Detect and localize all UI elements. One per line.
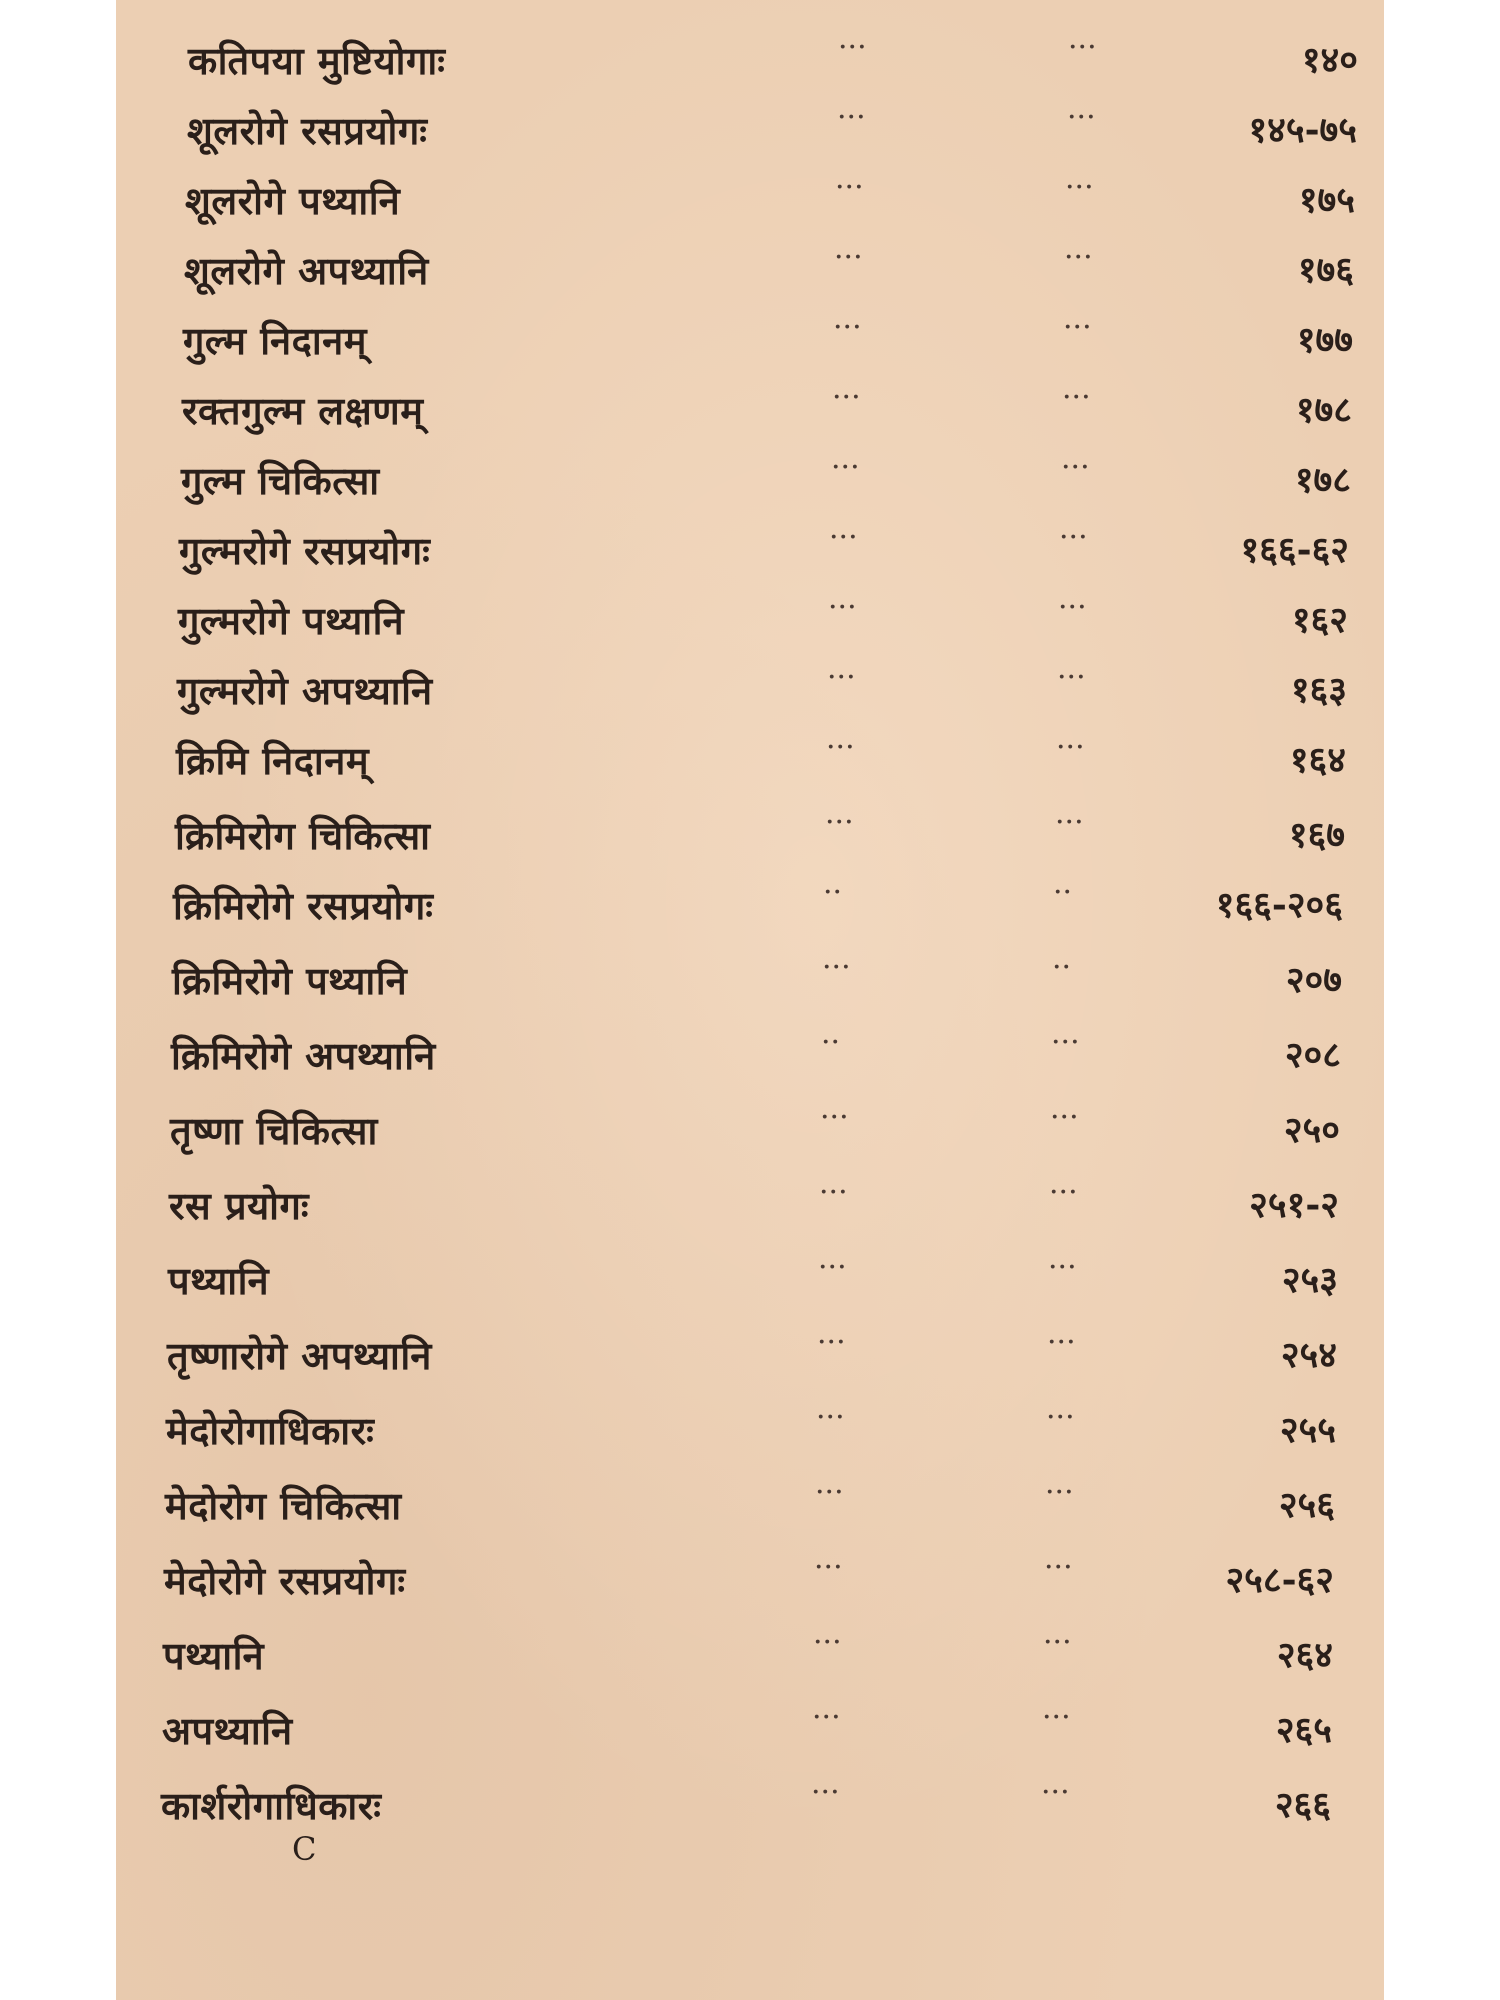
leader-dots: ···: [825, 805, 854, 840]
entry-label: शूलरोगे पथ्यानि: [185, 178, 401, 223]
leader-dots: ···: [1059, 520, 1088, 555]
leader-dots: ···: [811, 1775, 840, 1810]
leader-dots: ···: [812, 1700, 841, 1735]
toc-entry: [187, 100, 1357, 156]
leader-dots: ···: [833, 310, 862, 345]
entry-label: अपथ्यानि: [162, 1708, 293, 1753]
leader-dots: ··: [1053, 875, 1073, 910]
document-page: [116, 0, 1384, 2000]
entry-label: क्रिमिरोग चिकित्सा: [175, 813, 431, 858]
leader-dots: ···: [819, 1175, 848, 1210]
leader-dots: ···: [1049, 1175, 1078, 1210]
leader-dots: ···: [829, 520, 858, 555]
leader-dots: ···: [822, 950, 851, 985]
entry-label: गुल्म चिकित्सा: [181, 458, 380, 503]
toc-entry: [188, 30, 1358, 86]
page-number: १६६-६२: [1240, 529, 1349, 571]
leader-dots: ···: [816, 1400, 845, 1435]
leader-dots: ···: [1067, 100, 1096, 135]
toc-entry: [165, 1475, 1335, 1531]
leader-dots: ···: [1055, 805, 1084, 840]
leader-dots: ···: [1061, 450, 1090, 485]
leader-dots: ···: [813, 1625, 842, 1660]
leader-dots: ···: [1045, 1475, 1074, 1510]
leader-dots: ···: [838, 30, 867, 65]
toc-entry: [168, 1250, 1338, 1306]
entry-label: क्रिमिरोगे रसप्रयोगः: [173, 883, 434, 928]
page-number: १६७: [1288, 814, 1345, 856]
page-number: १७६: [1297, 249, 1354, 291]
page-number: १६२: [1291, 599, 1348, 641]
page-number: १४५-७५: [1248, 109, 1357, 151]
toc-entry: [170, 1100, 1340, 1156]
leader-dots: ···: [1041, 1775, 1070, 1810]
entry-label: गुल्मरोगे रसप्रयोगः: [179, 528, 431, 573]
page-number: १४०: [1301, 39, 1358, 81]
leader-dots: ···: [1047, 1325, 1076, 1360]
leader-dots: ···: [1044, 1550, 1073, 1585]
leader-dots: ···: [1064, 240, 1093, 275]
entry-label: शूलरोगे रसप्रयोगः: [187, 108, 428, 153]
toc-entry: [161, 1775, 1331, 1831]
leader-dots: ···: [1056, 730, 1085, 765]
page-number: १७८: [1294, 459, 1351, 501]
toc-entry: [181, 450, 1351, 506]
leader-dots: ···: [1048, 1250, 1077, 1285]
page-number: २५१-२: [1249, 1184, 1339, 1226]
page-number: २५४: [1280, 1334, 1337, 1376]
leader-dots: ···: [814, 1550, 843, 1585]
leader-dots: ···: [1051, 1025, 1080, 1060]
page-number: १७५: [1298, 179, 1355, 221]
toc-entry: [184, 240, 1354, 296]
leader-dots: ···: [820, 1100, 849, 1135]
toc-entry: [178, 590, 1348, 646]
leader-dots: ···: [832, 380, 861, 415]
leader-dots: ···: [1068, 30, 1097, 65]
page-number: १६४: [1289, 739, 1346, 781]
entry-label: क्रिमिरोगे पथ्यानि: [172, 958, 408, 1003]
leader-dots: ···: [1057, 660, 1086, 695]
toc-entry: [176, 730, 1346, 786]
entry-label: पथ्यानि: [168, 1258, 270, 1303]
entry-label: क्रिमि निदानम्: [176, 738, 370, 783]
leader-dots: ···: [834, 240, 863, 275]
page-number: २६५: [1275, 1709, 1332, 1751]
leader-dots: ···: [837, 100, 866, 135]
toc-entry: [163, 1625, 1333, 1681]
leader-dots: ···: [835, 170, 864, 205]
entry-label: तृष्णारोगे अपथ्यानि: [167, 1333, 432, 1378]
page-number: २०८: [1284, 1034, 1341, 1076]
toc-entry: [162, 1700, 1332, 1756]
toc-entry: [182, 380, 1352, 436]
leader-dots: ···: [827, 660, 856, 695]
toc-entry: [164, 1550, 1334, 1606]
leader-dots: ···: [831, 450, 860, 485]
entry-label: तृष्णा चिकित्सा: [170, 1108, 378, 1153]
entry-label: मेदोरोग चिकित्सा: [165, 1483, 402, 1528]
entry-label: मेदोरोगाधिकारः: [166, 1408, 375, 1453]
toc-entry: [169, 1175, 1339, 1231]
entry-label: गुल्म निदानम्: [183, 318, 367, 363]
toc-entry: [171, 1025, 1341, 1081]
entry-label: गुल्मरोगे पथ्यानि: [178, 598, 405, 643]
page-number: २०७: [1285, 959, 1342, 1001]
page-number: १७७: [1296, 319, 1353, 361]
page-number: २५०: [1283, 1109, 1340, 1151]
leader-dots: ···: [826, 730, 855, 765]
leader-dots: ···: [828, 590, 857, 625]
leader-dots: ··: [1052, 950, 1072, 985]
leader-dots: ···: [1063, 310, 1092, 345]
toc-entry: [183, 310, 1353, 366]
entry-label: रस प्रयोगः: [169, 1183, 310, 1228]
entry-label: शूलरोगे अपथ्यानि: [184, 248, 429, 293]
leader-dots: ···: [1043, 1625, 1072, 1660]
leader-dots: ···: [1050, 1100, 1079, 1135]
page-number: २५५: [1279, 1409, 1336, 1451]
leader-dots: ··: [823, 875, 843, 910]
entry-label: गुल्मरोगे अपथ्यानि: [177, 668, 433, 713]
leader-dots: ···: [1058, 590, 1087, 625]
toc-entry: [175, 805, 1345, 861]
entry-label: कतिपया मुष्टियोगाः: [188, 38, 446, 83]
page-number: १६६-२०६: [1215, 884, 1343, 926]
leader-dots: ···: [818, 1250, 847, 1285]
leader-dots: ···: [1062, 380, 1091, 415]
leader-dots: ···: [1065, 170, 1094, 205]
entry-label: कार्शरोगाधिकारः: [161, 1783, 382, 1828]
page-number: २५८-६२: [1225, 1559, 1334, 1601]
page-number: २६४: [1276, 1634, 1333, 1676]
leader-dots: ···: [817, 1325, 846, 1360]
toc-entry: [166, 1400, 1336, 1456]
page-number: २६६: [1274, 1784, 1331, 1826]
toc-entry: [172, 950, 1342, 1006]
toc-entry: [167, 1325, 1337, 1381]
entry-label: मेदोरोगे रसप्रयोगः: [164, 1558, 406, 1603]
entry-label: रक्तगुल्म लक्षणम्: [182, 388, 424, 433]
toc-entry: [173, 875, 1343, 931]
leader-dots: ···: [815, 1475, 844, 1510]
page-number: २५३: [1281, 1259, 1338, 1301]
leader-dots: ···: [1046, 1400, 1075, 1435]
signature-mark: C: [292, 1830, 317, 1868]
entry-label: क्रिमिरोगे अपथ्यानि: [171, 1033, 436, 1078]
page-number: २५६: [1278, 1484, 1335, 1526]
toc-entry: [179, 520, 1349, 576]
page-number: १६३: [1290, 669, 1347, 711]
leader-dots: ···: [1042, 1700, 1071, 1735]
leader-dots: ··: [821, 1025, 841, 1060]
toc-entry: [177, 660, 1347, 716]
toc-entry: [185, 170, 1355, 226]
page-number: १७८: [1295, 389, 1352, 431]
entry-label: पथ्यानि: [163, 1633, 265, 1678]
